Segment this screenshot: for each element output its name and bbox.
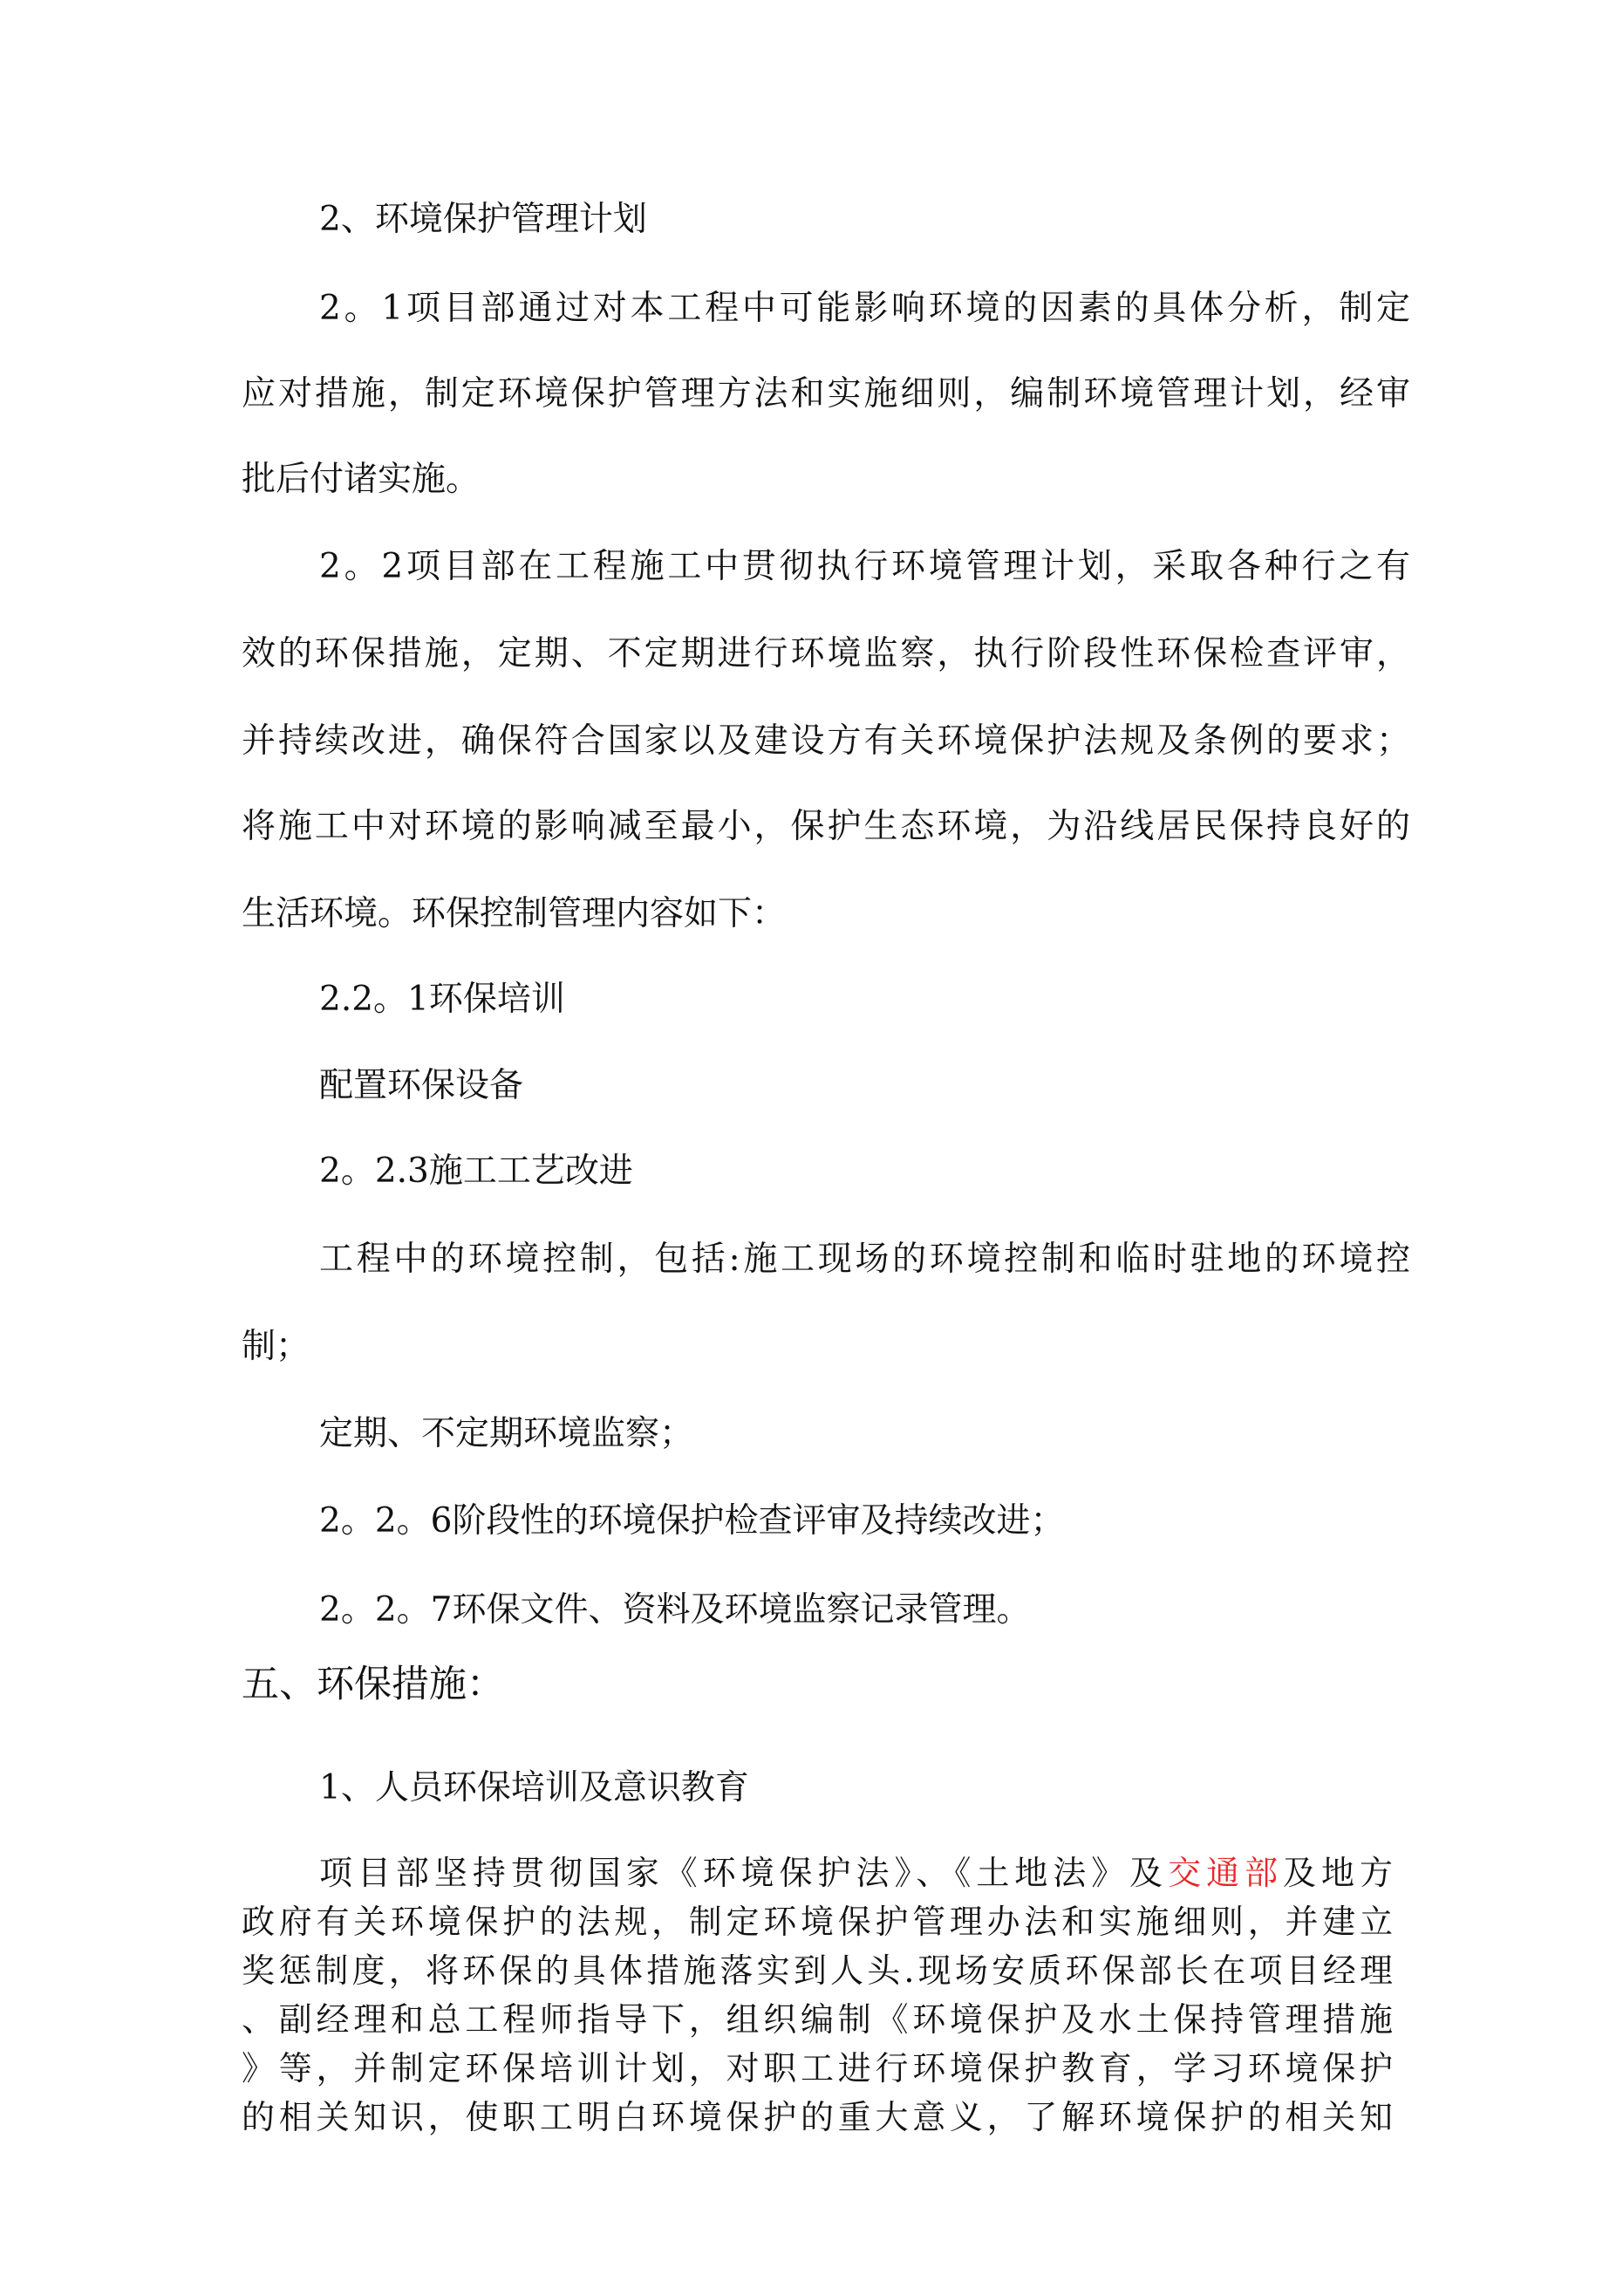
subsection-heading-2: 2、环境保护管理计划 xyxy=(319,200,647,239)
item-monitoring: 定期、不定期环境监察； xyxy=(319,1414,694,1453)
section-heading-5: 五、环保措施： xyxy=(242,1663,504,1706)
paragraph-2-1-line-2: 应对措施，制定环境保护管理方法和实施细则，编制环境管理计划，经审 xyxy=(242,374,1410,413)
item-control-line-1: 工程中的环境控制，包括:施工现场的环境控制和临时驻地的环境控 xyxy=(319,1240,1410,1279)
paragraph-training-line-1 xyxy=(242,1854,1393,1892)
paragraph-2-2-line-4: 将施工中对环境的影响减至最小，保护生态环境，为沿线居民保持良好的 xyxy=(242,807,1410,846)
paragraph-training-line-4: 、副经理和总工程师指导下，组织编制《环境保护及水土保持管理措施 xyxy=(242,2000,1393,2039)
paragraph-training-line-5: 》等，并制定环保培训计划，对职工进行环境保护教育，学习环境保护 xyxy=(242,2049,1393,2088)
paragraph-training-line-3: 奖惩制度，将环保的具体措施落实到人头.现场安质环保部长在项目经理 xyxy=(242,1951,1393,1990)
item-2-2-3: 2。2.3施工工艺改进 xyxy=(319,1151,633,1191)
paragraph-training-line-6: 的相关知识，使职工明白环境保护的重大意义，了解环境保护的相关知 xyxy=(242,2098,1393,2136)
paragraph-training-text-b: 及地方 xyxy=(1283,1854,1393,1892)
paragraph-training-line-2: 政府有关环境保护的法规，制定环境保护管理办法和实施细则，并建立 xyxy=(242,1903,1393,1941)
paragraph-2-2-line-3: 并持续改进，确保符合国家以及建设方有关环境保护法规及条例的要求； xyxy=(242,721,1410,761)
item-2-2-1: 2.2。1环保培训 xyxy=(319,980,565,1019)
paragraph-2-2-line-5: 生活环境。环保控制管理内容如下： xyxy=(242,894,787,933)
item-2-2-7: 2。2。7环保文件、资料及环境监察记录管理。 xyxy=(319,1590,1031,1630)
paragraph-2-2-line-1: 2。2项目部在工程施工中贯彻执行环境管理计划，采取各种行之有 xyxy=(319,547,1410,586)
item-2-2-6: 2。2。6阶段性的环境保护检查评审及持续改进； xyxy=(319,1501,1065,1541)
item-control-line-2: 制； xyxy=(242,1327,310,1366)
paragraph-2-1-line-1: 2。1项目部通过对本工程中可能影响环境的因素的具体分析，制定 xyxy=(319,289,1410,328)
paragraph-2-2-line-2: 效的环保措施，定期、不定期进行环境监察，执行阶段性环保检查评审， xyxy=(242,634,1410,673)
highlighted-term: 交通部 xyxy=(1168,1854,1284,1892)
paragraph-2-1-line-3: 批后付诸实施。 xyxy=(242,460,481,499)
subsection-heading-1: 1、人员环保培训及意识教育 xyxy=(319,1768,749,1807)
item-equipment: 配置环保设备 xyxy=(319,1066,524,1105)
paragraph-training-text-a: 项目部坚持贯彻国家《环境保护法》、《土地法》及 xyxy=(319,1854,1169,1892)
